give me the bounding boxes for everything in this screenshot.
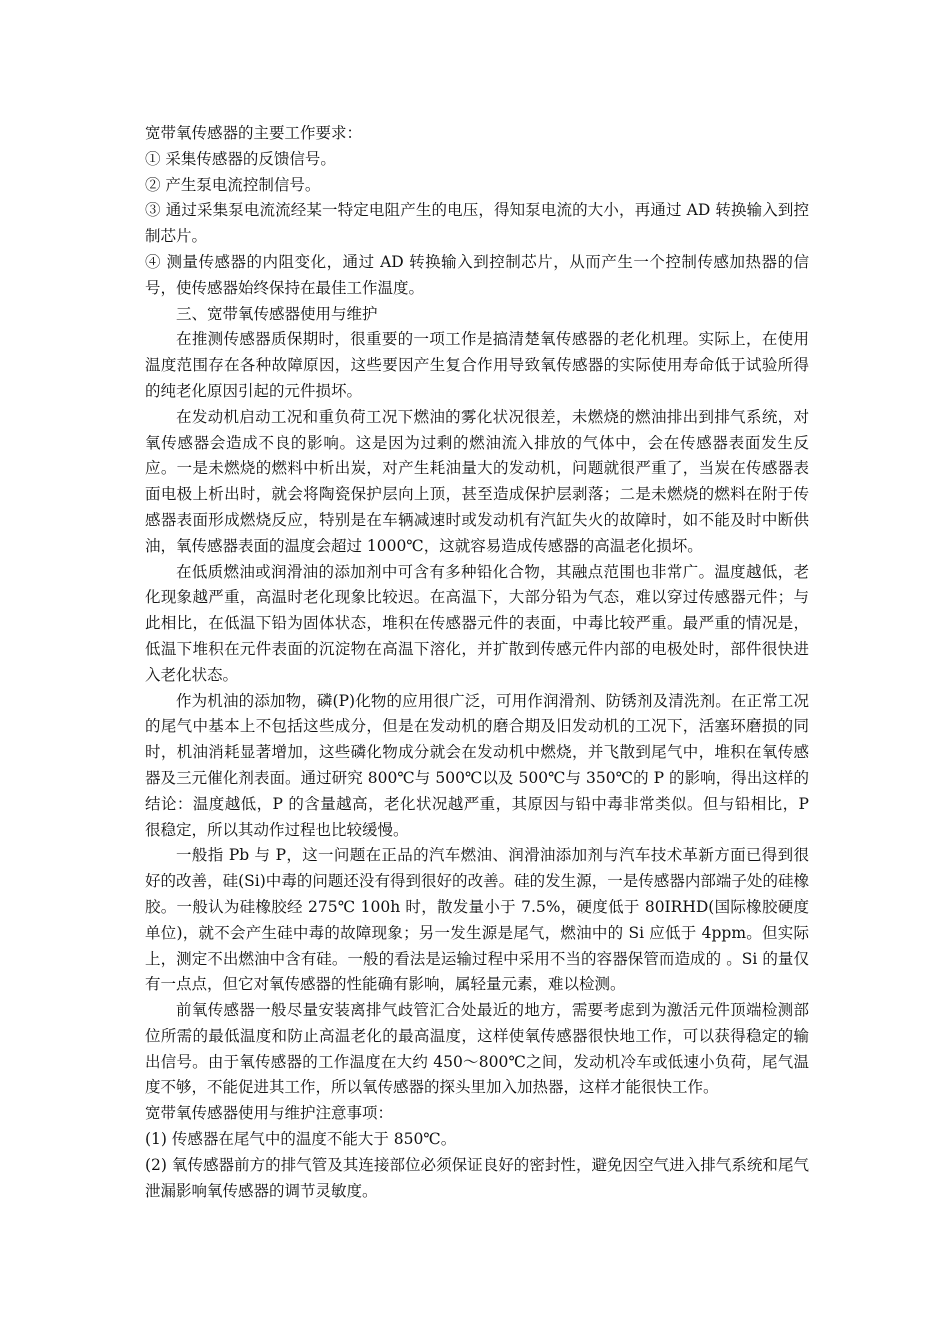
paragraph-phosphorus: 作为机油的添加物，磷(P)化物的应用很广泛，可用作润滑剂、防锈剂及清洗剂。在正常工况的尾气中基本上不包括这些成分，但是在发动机的磨合期及旧发动机的工况下，活塞环磨损的同时，机油消耗显著增加，这些磷化物成分就会在发动机中燃烧，并飞散到尾气中，堆积在氧传感器及三元催化剂表面。通过研究 800℃与 500℃以及 500℃与 350℃的 P 的影响，得出这样的结论：温度越低，P 的含量越高，老化状况越严重，其原因与铅中毒非常类似。但与铅相比，P 很稳定，所以其动作过程也比较缓慢。 [145,691,809,839]
paragraph-sensor-placement: 前氧传感器一般尽量安装离排气歧管汇合处最近的地方，需要考虑到为激活元件顶端检测部位所需的最低温度和防止高温老化的最高温度，这样使氧传感器很快地工作，可以获得稳定的输出信号。由于氧传感器的工作温度在大约 450～800℃之间，发动机冷车或低速小负荷，尾气温度不够，不能促进其工作，所以氧传感器的探头里加入加热器，这样才能很快工作。 [145,1001,809,1097]
list-item-2: ② 产生泵电流控制信号。 [145,175,321,194]
paragraph-lead-poisoning: 在低质燃油或润滑油的添加剂中可含有多种铅化合物，其融点范围也非常广。温度越低，老化现象越严重，高温时老化现象比较迟。在高温下，大部分铅为气态，难以穿过传感器元件；与此相比，在低温下铅为固体状态，堆积在传感器元件的表面，中毒比较严重。最严重的情况是，低温下堆积在元件表面的沉淀物在高温下溶化，并扩散到传感元件内部的电极处时，部件很快进入老化状态。 [145,562,809,684]
section-heading: 三、宽带氧传感器使用与维护 [176,304,378,323]
note-item-1: (1) 传感器在尾气中的温度不能大于 850℃。 [145,1130,457,1149]
document-body [145,121,809,1204]
intro-heading: 宽带氧传感器的主要工作要求： [145,124,363,142]
paragraph-fuel-atomization: 在发动机启动工况和重负荷工况下燃油的雾化状况很差，未燃烧的燃油排出到排气系统，对氧传感器会造成不良的影响。这是因为过剩的燃油流入排放的气体中，会在传感器表面发生反应。一是未燃烧的燃料中析出炭，对产生耗油量大的发动机，问题就很严重了，当炭在传感器表面电极上析出时，就会将陶瓷保护层向上顶，甚至造成保护层剥落；二是未燃烧的燃料在附于传感器表面形成燃烧反应，特别是在车辆减速时或发动机有汽缸失火的故障时，如不能及时中断供油，氧传感器表面的温度会超过 1000℃，这就容易造成传感器的高温老化损坏。 [145,407,809,555]
list-item-1: ① 采集传感器的反馈信号。 [145,149,336,168]
note-item-2: (2) 氧传感器前方的排气管及其连接部位必须保证良好的密封性，避免因空气进入排气系统和尾气泄漏影响氧传感器的调节灵敏度。 [145,1155,809,1200]
list-item-4: ④ 测量传感器的内阻变化，通过 AD 转换输入到控制芯片，从而产生一个控制传感加热器的信号，使传感器始终保持在最佳工作温度。 [145,252,809,297]
paragraph-silicon-poisoning: 一般指 Pb 与 P，这一问题在正品的汽车燃油、润滑油添加剂与汽车技术革新方面已得到很好的改善，硅(Si)中毒的问题还没有得到很好的改善。硅的发生源，一是传感器内部端子处的硅橡胶。一般认为硅橡胶经 275℃ 100h 时，散发量小于 7.5%，硬度低于 80IRHD(国际橡胶硬度单位)，就不会产生硅中毒的故障现象；另一发生源是尾气，燃油中的 Si 应低于 4ppm。但实际上，测定不出燃油中含有硅。一般的看法是运输过程中采用不当的容器保管而造成的 。Si 的量仅有一点点，但它对氧传感器的性能确有影响，属轻量元素，难以检测。 [145,846,809,994]
notes-heading: 宽带氧传感器使用与维护注意事项： [145,1104,394,1123]
paragraph-aging-mechanism: 在推测传感器质保期时，很重要的一项工作是搞清楚氧传感器的老化机理。实际上，在使用温度范围存在各种故障原因，这些要因产生复合作用导致氧传感器的实际使用寿命低于试验所得的纯老化原因引起的元件损坏。 [145,330,809,400]
list-item-3: ③ 通过采集泵电流流经某一特定电阻产生的电压，得知泵电流的大小，再通过 AD 转换输入到控制芯片。 [145,201,809,246]
